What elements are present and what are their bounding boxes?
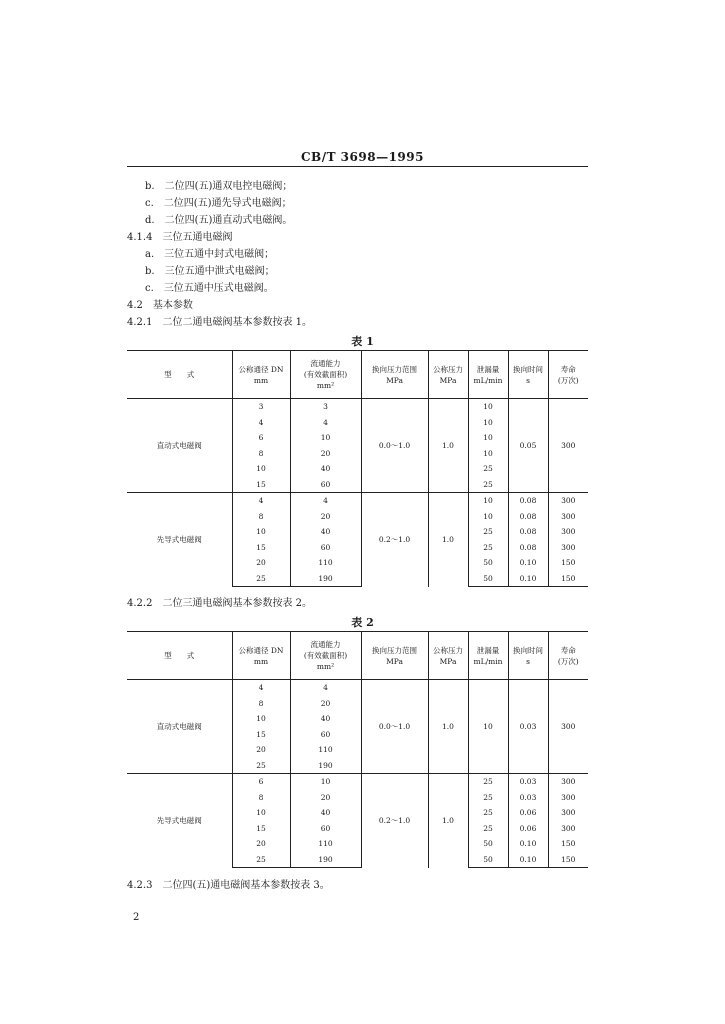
table-1 — [127, 350, 588, 587]
type-cell: 直动式电磁阀 — [127, 680, 232, 774]
list-item: d. 二位四(五)通直动式电磁阀。 — [145, 215, 293, 226]
col-flow: 流通能力 (有效截面积) mm² — [290, 351, 361, 399]
table-row: 10 40 — [127, 711, 588, 727]
table-row: 8 20 — [127, 696, 588, 712]
table-row: 8 20 10 0.08 300 — [127, 509, 588, 525]
table-row: 10 40 25 0.06 300 — [127, 805, 588, 821]
section-heading: 4.2 基本参数 — [127, 300, 193, 311]
paragraph: 4.2.3 二位四(五)通电磁阀基本参数按表 3。 — [127, 880, 330, 891]
list-item: c. 三位五通中压式电磁阀。 — [145, 283, 274, 294]
col-type: 型 式 — [127, 632, 232, 680]
table-row: 20 110 50 0.10 150 — [127, 836, 588, 852]
list-item: c. 二位四(五)通先导式电磁阀； — [145, 198, 292, 209]
col-time: 换向时间 s — [508, 632, 548, 680]
table-row: 6 10 10 — [127, 430, 588, 446]
table-row: 4 4 10 — [127, 415, 588, 431]
col-time: 换向时间 s — [508, 351, 548, 399]
table-2-caption: 表 2 — [351, 616, 374, 629]
standard-header: CB/T 3698—1995 — [301, 150, 424, 164]
type-cell: 直动式电磁阀 — [127, 399, 232, 493]
type-cell: 先导式电磁阀 — [127, 774, 232, 868]
table-row: 25 190 50 0.10 150 — [127, 852, 588, 868]
table-row: 直动式电磁阀 3 3 0.0～1.0 1.0 10 0.05 300 — [127, 399, 588, 415]
col-press: 换向压力范围 MPa — [361, 632, 428, 680]
table-2 — [127, 631, 588, 868]
section-heading: 4.1.4 三位五通电磁阀 — [127, 232, 233, 243]
table-row: 25 190 — [127, 758, 588, 774]
table-row: 20 110 — [127, 742, 588, 758]
col-press: 换向压力范围 MPa — [361, 351, 428, 399]
table-row: 先导式电磁阀 4 4 0.2～1.0 1.0 10 0.08 300 — [127, 493, 588, 509]
col-leak: 泄漏量 mL/min — [468, 351, 508, 399]
table-row: 25 190 50 0.10 150 — [127, 571, 588, 587]
col-dn: 公称通径 DN mm — [232, 351, 290, 399]
col-type: 型 式 — [127, 351, 232, 399]
table-row: 8 20 25 0.03 300 — [127, 790, 588, 806]
table-row: 10 40 25 — [127, 461, 588, 477]
page-number: 2 — [133, 912, 140, 923]
col-dn: 公称通径 DN mm — [232, 632, 290, 680]
table-row: 15 60 25 0.06 300 — [127, 821, 588, 837]
table-row: 20 110 50 0.10 150 — [127, 555, 588, 571]
table-row: 先导式电磁阀 6 10 0.2～1.0 1.0 25 0.03 300 — [127, 774, 588, 790]
list-item: b. 三位五通中泄式电磁阀； — [145, 266, 275, 277]
col-nominal: 公称压力 MPa — [428, 632, 468, 680]
header-rule — [127, 166, 588, 167]
type-cell: 先导式电磁阀 — [127, 493, 232, 587]
col-life: 寿命 (万次) — [548, 632, 588, 680]
col-leak: 泄漏量 mL/min — [468, 632, 508, 680]
table-row: 10 40 25 0.08 300 — [127, 524, 588, 540]
list-item: b. 二位四(五)通双电控电磁阀； — [145, 181, 293, 192]
table-row: 15 60 25 — [127, 477, 588, 493]
table-row: 8 20 10 — [127, 446, 588, 462]
col-life: 寿命 (万次) — [548, 351, 588, 399]
paragraph: 4.2.1 二位二通电磁阀基本参数按表 1。 — [127, 317, 312, 328]
table-1-caption: 表 1 — [351, 335, 374, 348]
col-flow: 流通能力 (有效截面积) mm² — [290, 632, 361, 680]
table-row: 15 60 — [127, 727, 588, 743]
table-row: 15 60 25 0.08 300 — [127, 540, 588, 556]
list-item: a. 三位五通中封式电磁阀； — [145, 249, 275, 260]
table-row: 直动式电磁阀 4 4 0.0～1.0 1.0 10 0.03 300 — [127, 680, 588, 696]
col-nominal: 公称压力 MPa — [428, 351, 468, 399]
paragraph: 4.2.2 二位三通电磁阀基本参数按表 2。 — [127, 598, 312, 609]
